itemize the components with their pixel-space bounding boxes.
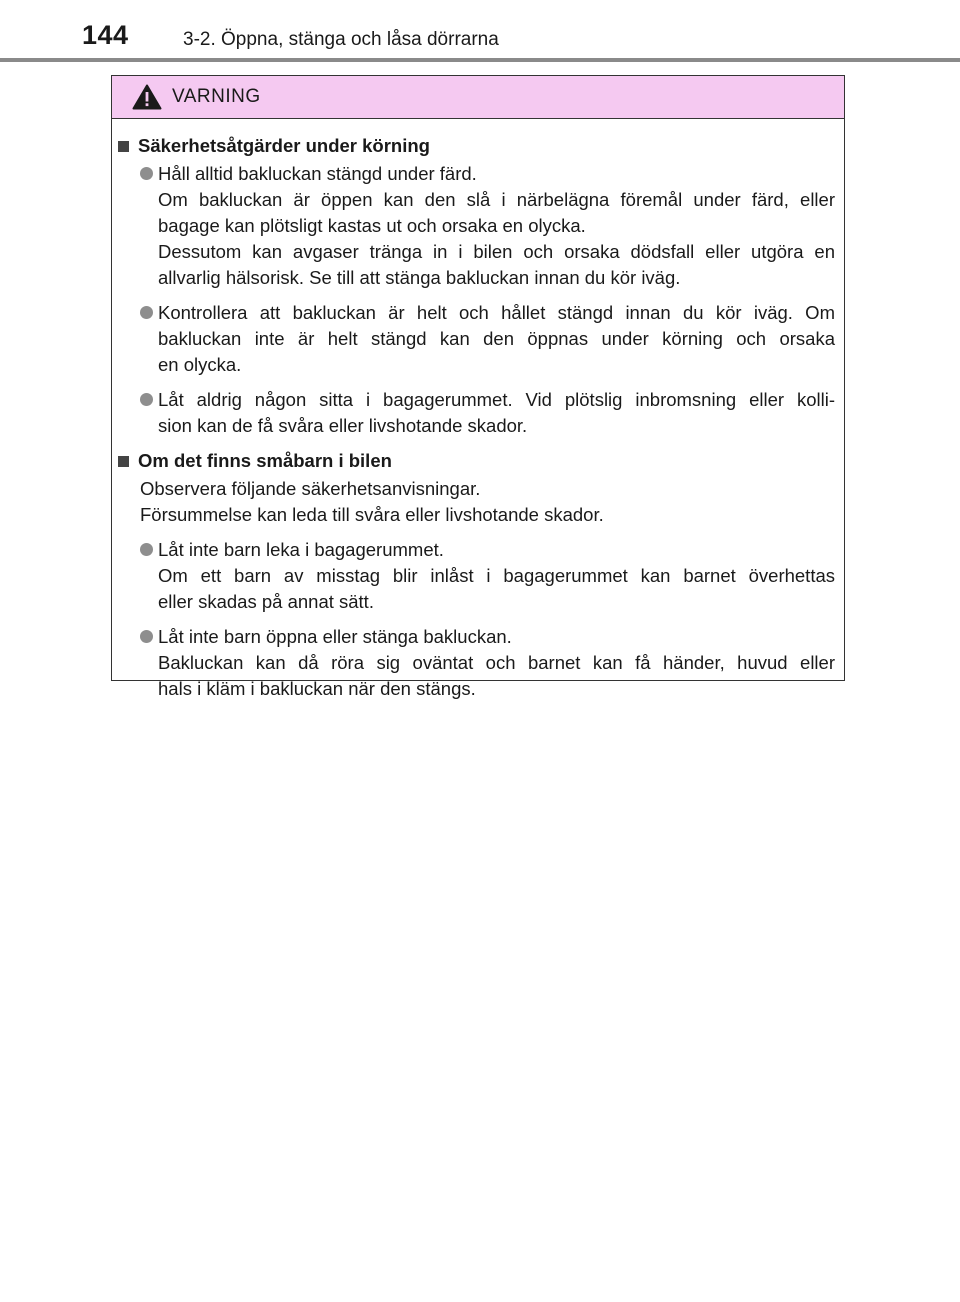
section-driving-safety (118, 133, 838, 439)
warning-box (111, 75, 845, 699)
warning-triangle-icon (132, 84, 162, 110)
text-line: Låt inte barn leka i bagagerummet. (158, 539, 444, 560)
header-rule (0, 58, 960, 62)
section-title-text: Säkerhetsåtgärder under körning (138, 135, 430, 156)
bullet-icon (140, 306, 153, 319)
text-line: en olycka. (158, 354, 242, 375)
list-item (118, 300, 838, 378)
text-line: sion kan de få svåra eller livshotande skador. (158, 415, 528, 436)
text-line: allvarlig hälsorisk. Se till att stänga bakluckan innan du kör iväg. (158, 267, 681, 288)
page-number: 144 (82, 20, 129, 50)
text-line: Om bakluckan är öppen kan den slå i närbelägna föremål under färd, eller (158, 189, 835, 210)
text-line: hals i kläm i bakluckan när den stängs. (158, 678, 476, 699)
section-small-children (118, 448, 838, 702)
bullet-icon (140, 543, 153, 556)
warning-label: VARNING (172, 86, 261, 107)
list-item (118, 624, 838, 702)
text-line: eller skadas på annat sätt. (158, 591, 374, 612)
text-line: Dessutom kan avgaser tränga in i bilen och orsaka dödsfall eller utgöra en (158, 241, 835, 262)
bullet-icon (140, 393, 153, 406)
text-line: Håll alltid bakluckan stängd under färd. (158, 163, 477, 184)
square-bullet-icon (118, 456, 129, 467)
list-item (118, 537, 838, 615)
text-line: Försummelse kan leda till svåra eller livshotande skador. (140, 504, 604, 525)
text-line: Observera följande säkerhetsanvisningar. (140, 478, 481, 499)
bullet-icon (140, 167, 153, 180)
page-header (0, 0, 960, 64)
list-item (118, 161, 838, 291)
text-line: bagage kan plötsligt kastas ut och orsaka en olycka. (158, 215, 586, 236)
bullet-icon (140, 630, 153, 643)
text-line: bakluckan inte är helt stängd kan den öppnas under körning och orsaka (158, 328, 835, 349)
warning-body (112, 119, 844, 702)
text-line: Låt aldrig någon sitta i bagagerummet. Vid plötslig inbromsning eller kolli- (158, 389, 835, 410)
chapter-title: 3-2. Öppna, stänga och låsa dörrarna (183, 29, 499, 50)
warning-header (112, 76, 844, 119)
section-title (118, 133, 838, 159)
text-line: Låt inte barn öppna eller stänga bakluckan. (158, 626, 512, 647)
list-item (118, 387, 838, 439)
section-title (118, 448, 838, 474)
section-title-text: Om det finns småbarn i bilen (138, 450, 392, 471)
text-line: Kontrollera att bakluckan är helt och hållet stängd innan du kör iväg. Om (158, 302, 835, 323)
text-line: Om ett barn av misstag blir inlåst i bagagerummet kan barnet överhettas (158, 565, 835, 586)
section-intro (118, 476, 838, 528)
square-bullet-icon (118, 141, 129, 152)
text-line: Bakluckan kan då röra sig oväntat och barnet kan få händer, huvud eller (158, 652, 835, 673)
